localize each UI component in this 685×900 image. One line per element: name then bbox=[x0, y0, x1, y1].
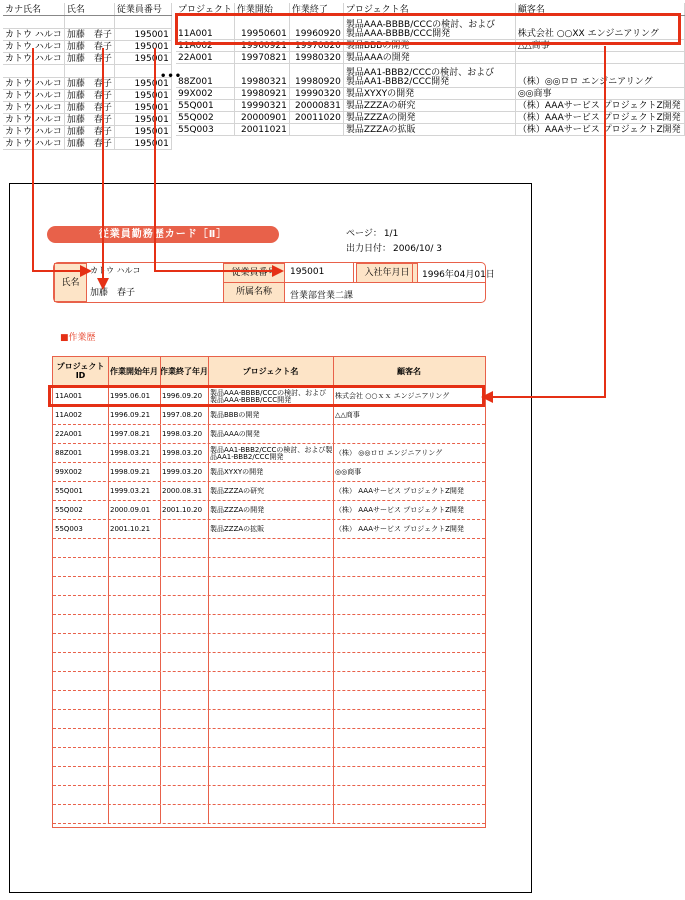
cell-project-id: 22A001 bbox=[176, 51, 234, 63]
cell-project-name bbox=[343, 87, 515, 99]
header-kana: カナ氏名 bbox=[3, 3, 64, 15]
cell-start: 19980321 bbox=[234, 63, 289, 87]
cell-empno: 195001 bbox=[114, 137, 171, 149]
table-body bbox=[52, 387, 486, 828]
header-customer: 顧客名 bbox=[515, 3, 684, 15]
cell-end: 1998.03.20 bbox=[162, 430, 203, 438]
sheet-row bbox=[3, 64, 171, 77]
cell-customer: （株） AAAサービス プロジェクトZ開発 bbox=[335, 487, 464, 495]
cell-id: 55Q003 bbox=[55, 525, 83, 533]
table-row bbox=[53, 767, 485, 786]
cell-name: 加藤 春子 bbox=[64, 40, 114, 52]
header-name: 氏名 bbox=[64, 3, 114, 15]
cell-customer: （株）AAAサービス プロジェクトZ開発 bbox=[515, 111, 684, 123]
info-divider bbox=[223, 282, 485, 283]
dept-label: 所属名称 bbox=[223, 283, 285, 303]
col-end: 作業終了年月 bbox=[160, 366, 208, 376]
cell-end: 1997.08.20 bbox=[162, 411, 203, 419]
cell-empno: 195001 bbox=[114, 113, 171, 125]
cell-empno: 195001 bbox=[114, 101, 171, 113]
employee-info-box bbox=[53, 262, 495, 303]
table-row bbox=[53, 786, 485, 805]
page-indicator: ページ： 1/1 bbox=[346, 229, 399, 239]
work-history-table bbox=[52, 356, 486, 828]
cell-empno: 195001 bbox=[114, 125, 171, 137]
cell-name: 加藤 春子 bbox=[64, 28, 114, 40]
cell-start: 1995.06.01 bbox=[110, 392, 151, 400]
cell-kana: カトウ ハルコ bbox=[3, 77, 64, 89]
cell-id: 88Z001 bbox=[55, 449, 83, 457]
table-row bbox=[53, 539, 485, 558]
project-name-line: 製品AAA-BBBB/CCCの検討、および bbox=[345, 19, 496, 30]
table-row bbox=[53, 463, 485, 482]
cell-start: 20011021 bbox=[234, 123, 289, 135]
dept-value: 営業部営業二課 bbox=[290, 291, 354, 301]
cell-empno: 195001 bbox=[114, 89, 171, 101]
cell-project-id: 99X002 bbox=[176, 87, 234, 99]
cell-id: 11A002 bbox=[55, 411, 83, 419]
sheet-row bbox=[3, 125, 171, 137]
highlight-frame-sheet bbox=[175, 13, 681, 45]
project-name-line: 製品AA1-BBB2/CCC開発 bbox=[345, 76, 450, 87]
empno-label: 従業員番号 bbox=[223, 263, 285, 283]
sheet-row bbox=[176, 111, 684, 123]
cell-name: 加藤 春子 bbox=[64, 52, 114, 64]
highlight-frame-card bbox=[48, 385, 485, 407]
info-divider bbox=[353, 263, 354, 282]
cell-name: 加藤 春子 bbox=[64, 113, 114, 125]
col-customer: 顧客名 bbox=[397, 366, 421, 376]
output-date-value: 2006/10/ 3 bbox=[393, 244, 443, 254]
cell-kana: カトウ ハルコ bbox=[3, 101, 64, 113]
cell-end: 19990320 bbox=[289, 87, 343, 99]
cell-customer: ◎◎商事 bbox=[335, 468, 362, 476]
kana-value: カトウ ハルコ bbox=[90, 266, 141, 275]
cell-customer bbox=[515, 51, 684, 63]
cell-end: 2001.10.20 bbox=[162, 506, 203, 514]
cell-id: 55Q001 bbox=[55, 487, 83, 495]
cell-project-id: 11A001 bbox=[176, 15, 234, 39]
cell-end: 19980320 bbox=[289, 51, 343, 63]
sheet-row bbox=[3, 52, 171, 64]
cell-customer: （株）◎◎ロロ エンジニアリング bbox=[515, 63, 684, 87]
cell-customer: △△商事 bbox=[515, 39, 684, 51]
sheet-row bbox=[176, 51, 684, 63]
project-name-line: 製品BBBの開発 bbox=[345, 40, 410, 51]
table-row bbox=[53, 425, 485, 444]
cell-start: 1997.08.21 bbox=[110, 430, 151, 438]
cell-customer: ◎◎商事 bbox=[515, 87, 684, 99]
sheet-row bbox=[3, 101, 171, 113]
card-title: 従業員勤務歴カード［Ⅱ］ bbox=[47, 226, 279, 243]
table-header-row bbox=[52, 356, 486, 387]
table-row bbox=[53, 729, 485, 748]
empno-value: 195001 bbox=[290, 267, 325, 277]
cell-name: 製品ZZZAの拡販 bbox=[210, 525, 265, 533]
cell-empno: 195001 bbox=[114, 28, 171, 40]
cell-start: 2000.09.01 bbox=[110, 506, 151, 514]
cell-kana: カトウ ハルコ bbox=[3, 89, 64, 101]
cell-project-name bbox=[343, 51, 515, 63]
table-row bbox=[53, 634, 485, 653]
cell-id: 22A001 bbox=[55, 430, 83, 438]
cell-end: 2000.08.31 bbox=[162, 487, 203, 495]
cell-kana: カトウ ハルコ bbox=[3, 40, 64, 52]
sheet-row bbox=[176, 87, 684, 99]
project-name-line: 製品ZZZAの拡販 bbox=[345, 124, 416, 135]
table-row bbox=[53, 672, 485, 691]
ellipsis-mark: ••• bbox=[160, 71, 183, 82]
cell-kana: カトウ ハルコ bbox=[3, 52, 64, 64]
table-row bbox=[53, 482, 485, 501]
name-label: 氏名 bbox=[54, 263, 87, 302]
project-name-line: 製品ZZZAの研究 bbox=[345, 100, 416, 111]
cell-start: 19990321 bbox=[234, 99, 289, 111]
table-row bbox=[53, 596, 485, 615]
cell-end: 1998.03.20 bbox=[162, 449, 203, 457]
cell-kana: カトウ ハルコ bbox=[3, 137, 64, 149]
cell-end: 20000831 bbox=[289, 99, 343, 111]
cell-start: 20000901 bbox=[234, 111, 289, 123]
cell-project-id: 55Q003 bbox=[176, 123, 234, 135]
name-value: 加藤 春子 bbox=[90, 288, 136, 298]
table-row bbox=[53, 805, 485, 824]
table-row bbox=[53, 615, 485, 634]
table-row bbox=[53, 520, 485, 539]
info-divider bbox=[412, 263, 413, 282]
cell-start: 1999.03.21 bbox=[110, 487, 151, 495]
cell-project-id: 88Z001 bbox=[176, 63, 234, 87]
cell-end: 1996.09.20 bbox=[162, 392, 203, 400]
cell-name: 加藤 春子 bbox=[64, 101, 114, 113]
cell-name: 製品ZZZAの開発 bbox=[210, 506, 265, 514]
project-name-line: 製品AAAの開発 bbox=[345, 52, 410, 63]
header-empno: 従業員番号 bbox=[114, 3, 171, 15]
table-row bbox=[53, 558, 485, 577]
cell-id: 11A001 bbox=[55, 392, 83, 400]
sheet-row bbox=[176, 99, 684, 111]
cell-project-name bbox=[343, 123, 515, 135]
cell-end: 19980920 bbox=[289, 63, 343, 87]
cell-end bbox=[160, 520, 208, 539]
cell-customer bbox=[333, 425, 485, 444]
table-row bbox=[53, 691, 485, 710]
output-date: 出力日付： 2006/10/ 3 bbox=[346, 244, 443, 254]
cell-customer: （株） AAAサービス プロジェクトZ開発 bbox=[335, 525, 464, 533]
cell-name: 製品BBBの開発 bbox=[210, 411, 260, 419]
cell-name: 製品XYXYの開発 bbox=[210, 468, 264, 476]
header-end: 作業終了 bbox=[289, 3, 343, 15]
cell-end: 20011020 bbox=[289, 111, 343, 123]
cell-end: 19970820 bbox=[289, 39, 343, 51]
sheet-header-row bbox=[3, 3, 171, 15]
work-history-card bbox=[9, 183, 532, 893]
cell-name: 製品AA1-BBB2/CCCの検討、および製品AA1-BBB2/CCC開発 bbox=[210, 445, 333, 461]
cell-start: 19960921 bbox=[234, 39, 289, 51]
sheet-row bbox=[3, 40, 171, 52]
cell-empno: 195001 bbox=[114, 52, 171, 64]
cell-end: 1999.03.20 bbox=[162, 468, 203, 476]
sheet-row bbox=[3, 77, 171, 89]
cell-customer: 株式会社 ○○ｘｘ エンジニアリング bbox=[335, 392, 450, 400]
cell-project-name bbox=[343, 99, 515, 111]
cell-start: 19950601 bbox=[234, 15, 289, 39]
cell-start: 1998.09.21 bbox=[110, 468, 151, 476]
cell-project-name bbox=[343, 111, 515, 123]
section-heading: ■作業歴 bbox=[60, 333, 96, 343]
cell-end: 19960920 bbox=[289, 15, 343, 39]
sheet-row bbox=[3, 89, 171, 101]
header-project-id: プロジェクト bbox=[176, 3, 234, 15]
table-row bbox=[53, 577, 485, 596]
header-project-name: プロジェクト名 bbox=[343, 3, 515, 15]
sheet-row bbox=[176, 63, 684, 87]
table-row bbox=[53, 653, 485, 672]
cell-name: 加藤 春子 bbox=[64, 125, 114, 137]
table-row bbox=[53, 748, 485, 767]
page-value: 1/1 bbox=[383, 229, 399, 239]
cell-name: 加藤 春子 bbox=[64, 77, 114, 89]
table-row bbox=[53, 406, 485, 425]
sheet-row bbox=[176, 123, 684, 135]
col-project-id: プロジェクトID bbox=[56, 362, 105, 380]
table-row bbox=[53, 501, 485, 520]
cell-name: 加藤 春子 bbox=[64, 89, 114, 101]
project-name-line: 製品XYXYの開発 bbox=[345, 88, 415, 99]
cell-start: 19980921 bbox=[234, 87, 289, 99]
cell-kana: カトウ ハルコ bbox=[3, 125, 64, 137]
cell-name: 製品ZZZAの研究 bbox=[210, 487, 265, 495]
cell-empno: 195001 bbox=[114, 77, 171, 89]
sheet-row bbox=[3, 113, 171, 125]
table-row bbox=[53, 444, 485, 463]
sheet-row bbox=[3, 28, 171, 40]
cell-customer: （株）AAAサービス プロジェクトZ開発 bbox=[515, 123, 684, 135]
join-date-label: 入社年月日 bbox=[356, 263, 418, 283]
header-start: 作業開始 bbox=[234, 3, 289, 15]
cell-name: 製品AAA-BBBB/CCCの検討、および製品AAA-BBBB/CCC開発 bbox=[210, 388, 327, 404]
cell-project-id: 11A002 bbox=[176, 39, 234, 51]
cell-kana: カトウ ハルコ bbox=[3, 113, 64, 125]
cell-customer: （株）AAAサービス プロジェクトZ開発 bbox=[515, 99, 684, 111]
cell-start: 1996.09.21 bbox=[110, 411, 151, 419]
col-start: 作業開始年月 bbox=[110, 366, 158, 376]
cell-name: 加藤 春子 bbox=[64, 137, 114, 149]
sheet-row bbox=[3, 137, 171, 149]
cell-name: 製品AAAの開発 bbox=[210, 430, 260, 438]
cell-start: 19970821 bbox=[234, 51, 289, 63]
cell-project-id: 55Q002 bbox=[176, 111, 234, 123]
project-name-line: 製品AAA-BBBB/CCC開発 bbox=[345, 28, 451, 39]
cell-customer: 株式会社 ○○XX エンジニアリング bbox=[515, 15, 684, 39]
cell-end bbox=[289, 123, 343, 135]
cell-kana: カトウ ハルコ bbox=[3, 28, 64, 40]
cell-project-id: 55Q001 bbox=[176, 99, 234, 111]
cell-start: 2001.10.21 bbox=[110, 525, 151, 533]
sheet-row bbox=[3, 15, 171, 28]
cell-customer: △△商事 bbox=[335, 411, 360, 419]
table-row bbox=[53, 710, 485, 729]
cell-id: 99X002 bbox=[55, 468, 83, 476]
cell-project-name bbox=[343, 63, 515, 87]
project-name-line: 製品AA1-BBB2/CCCの検討、および bbox=[345, 67, 495, 78]
col-project-name: プロジェクト名 bbox=[242, 366, 299, 376]
project-name-line: 製品ZZZAの開発 bbox=[345, 112, 416, 123]
cell-start: 1998.03.21 bbox=[110, 449, 151, 457]
employee-spreadsheet bbox=[3, 3, 172, 150]
cell-id: 55Q002 bbox=[55, 506, 83, 514]
cell-customer: （株） ◎◎ロロ エンジニアリング bbox=[335, 449, 443, 457]
cell-customer: （株） AAAサービス プロジェクトZ開発 bbox=[335, 506, 464, 514]
cell-empno: 195001 bbox=[114, 40, 171, 52]
join-date-value: 1996年04月01日 bbox=[422, 270, 495, 280]
